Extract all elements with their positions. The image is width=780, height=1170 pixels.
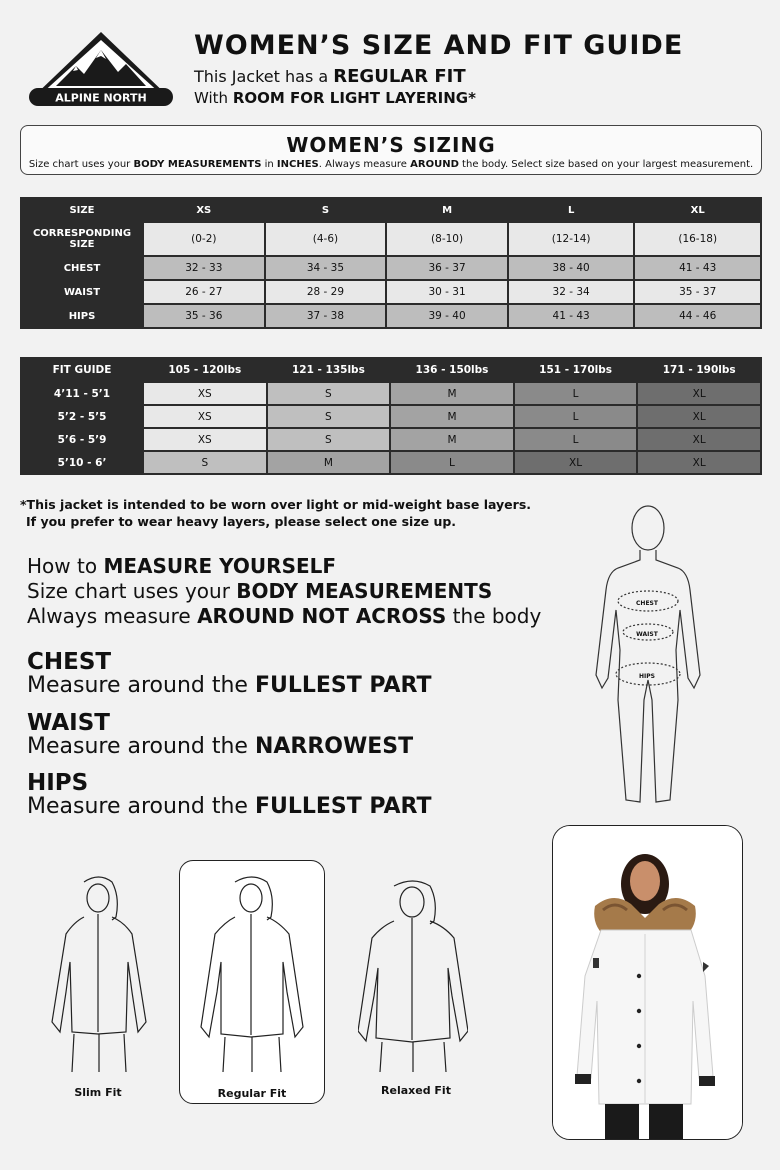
body-measurement-figure <box>588 500 708 812</box>
table-cell: 44 - 46 <box>635 305 760 327</box>
table-cell: 30 - 31 <box>387 281 507 303</box>
table-cell: S <box>268 429 390 450</box>
table-cell: S <box>144 452 266 473</box>
size-chart-table <box>20 197 762 329</box>
table-cell: (8-10) <box>387 223 507 255</box>
table-cell: M <box>391 406 513 427</box>
table-row <box>22 281 760 303</box>
row-label: 4’11 - 5’1 <box>22 383 142 404</box>
chest-label: CHEST <box>636 600 658 607</box>
logo-text: ALPINE NORTH <box>55 91 147 105</box>
row-label: HIPS <box>22 305 142 327</box>
page-title: WOMEN’S SIZE AND FIT GUIDE <box>194 30 684 61</box>
table-cell: 35 - 36 <box>144 305 264 327</box>
table-header: 105 - 120lbs <box>144 359 266 381</box>
measure-chest: CHEST Measure around the FULLEST PART <box>27 649 432 698</box>
brand-logo <box>26 28 176 108</box>
slim-fit-label: Slim Fit <box>74 1086 122 1099</box>
table-cell: 32 - 34 <box>509 281 634 303</box>
table-cell: XS <box>144 429 266 450</box>
sizing-title: WOMEN’S SIZING <box>286 133 496 157</box>
table-row <box>22 257 760 279</box>
table-header-row <box>22 199 760 221</box>
row-label: 5’6 - 5’9 <box>22 429 142 450</box>
table-row <box>22 223 760 255</box>
table-header: FIT GUIDE <box>22 359 142 381</box>
row-label: 5’2 - 5’5 <box>22 406 142 427</box>
relaxed-fit-sketch <box>358 876 468 1076</box>
table-cell: 41 - 43 <box>509 305 634 327</box>
row-label: CHEST <box>22 257 142 279</box>
layering-note: *This jacket is intended to be worn over light or mid-weight base layers. If you prefer to wear heavy layers, please select one size up. <box>20 497 532 529</box>
table-cell: (12-14) <box>509 223 634 255</box>
table-cell: S <box>268 406 390 427</box>
measure-intro: How to MEASURE YOURSELF Size chart uses your BODY MEASUREMENTS Always measure AROUND NOT ACROSS the body <box>27 554 542 628</box>
table-cell: (16-18) <box>635 223 760 255</box>
table-header: 171 - 190lbs <box>638 359 760 381</box>
table-cell: XS <box>144 406 266 427</box>
table-cell: 26 - 27 <box>144 281 264 303</box>
fit-guide-table <box>20 357 762 475</box>
table-cell: L <box>515 406 637 427</box>
table-cell: XL <box>638 406 760 427</box>
table-cell: 39 - 40 <box>387 305 507 327</box>
table-cell: 32 - 33 <box>144 257 264 279</box>
fit-statement: This Jacket has a REGULAR FIT <box>194 66 466 87</box>
table-cell: (0-2) <box>144 223 264 255</box>
row-label: CORRESPONDING SIZE <box>22 223 142 255</box>
table-header: XS <box>144 199 264 221</box>
table-cell: 35 - 37 <box>635 281 760 303</box>
table-header: 151 - 170lbs <box>515 359 637 381</box>
table-header: L <box>509 199 634 221</box>
table-row <box>22 406 760 427</box>
table-header: 121 - 135lbs <box>268 359 390 381</box>
table-cell: L <box>515 429 637 450</box>
waist-label: WAIST <box>636 631 658 638</box>
table-cell: 37 - 38 <box>266 305 386 327</box>
table-header: SIZE <box>22 199 142 221</box>
table-row <box>22 452 760 473</box>
sizing-header-box <box>20 125 762 175</box>
regular-fit-sketch <box>197 872 307 1072</box>
table-cell: XL <box>638 383 760 404</box>
table-row <box>22 429 760 450</box>
table-header-row <box>22 359 760 381</box>
slim-fit-sketch <box>44 872 154 1072</box>
relaxed-fit-label: Relaxed Fit <box>381 1084 451 1097</box>
table-header: 136 - 150lbs <box>391 359 513 381</box>
table-cell: XL <box>515 452 637 473</box>
layering-statement: With ROOM FOR LIGHT LAYERING* <box>194 89 476 107</box>
hips-label: HIPS <box>639 673 655 680</box>
table-row <box>22 305 760 327</box>
row-label: 5’10 - 6’ <box>22 452 142 473</box>
table-cell: 41 - 43 <box>635 257 760 279</box>
table-cell: L <box>391 452 513 473</box>
table-cell: L <box>515 383 637 404</box>
table-header: S <box>266 199 386 221</box>
table-row <box>22 383 760 404</box>
table-cell: S <box>268 383 390 404</box>
table-cell: 38 - 40 <box>509 257 634 279</box>
table-cell: 34 - 35 <box>266 257 386 279</box>
table-cell: 36 - 37 <box>387 257 507 279</box>
table-cell: (4-6) <box>266 223 386 255</box>
row-label: WAIST <box>22 281 142 303</box>
table-cell: XS <box>144 383 266 404</box>
table-cell: XL <box>638 429 760 450</box>
sizing-instructions: Size chart uses your BODY MEASUREMENTS in INCHES. Always measure AROUND the body. Select size based on your largest measurement. <box>28 159 754 170</box>
table-cell: XL <box>638 452 760 473</box>
measure-waist: WAIST Measure around the NARROWEST <box>27 710 414 759</box>
regular-fit-label: Regular Fit <box>217 1087 287 1100</box>
measure-hips: HIPS Measure around the FULLEST PART <box>27 770 432 819</box>
product-photo <box>553 826 743 1140</box>
table-header: M <box>387 199 507 221</box>
table-header: XL <box>635 199 760 221</box>
product-photo-card <box>552 825 743 1140</box>
table-cell: 28 - 29 <box>266 281 386 303</box>
table-cell: M <box>268 452 390 473</box>
table-cell: M <box>391 383 513 404</box>
table-cell: M <box>391 429 513 450</box>
